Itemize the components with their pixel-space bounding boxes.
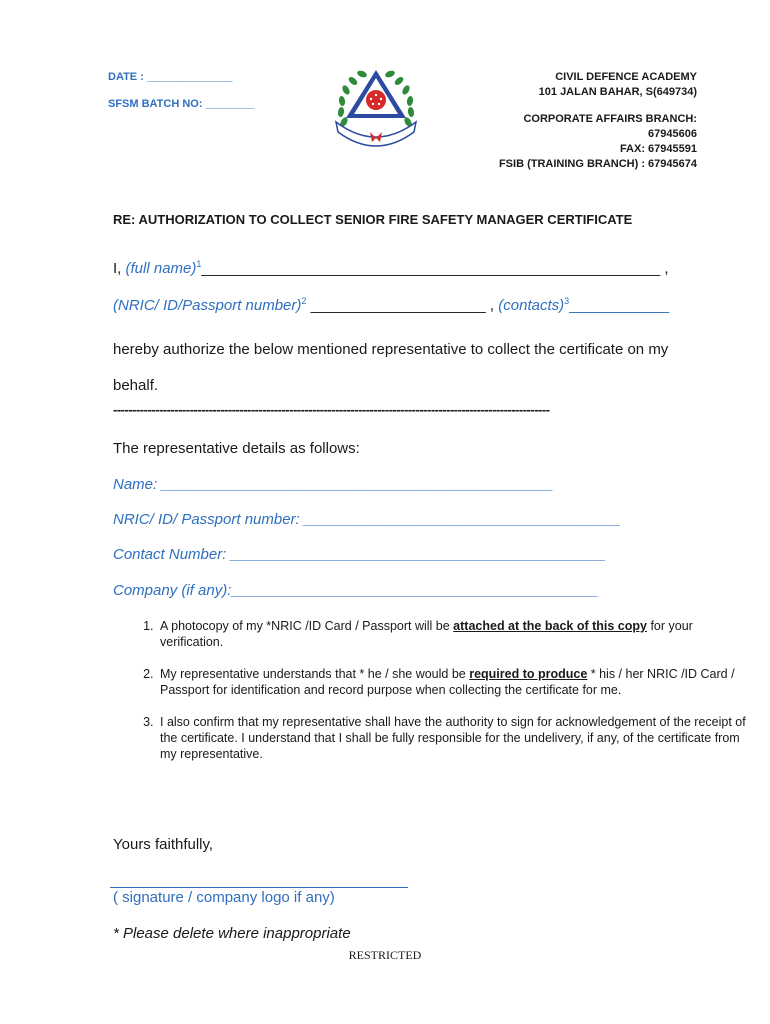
rep-name-field[interactable]: Name: _______________________________________________ <box>113 476 554 493</box>
item-text: A photocopy of my *NRIC /ID Card / Passport will be <box>160 619 454 633</box>
rep-heading: The representative details as follows: <box>113 440 360 457</box>
batch-label: SFSM BATCH NO: ________ <box>108 98 255 110</box>
rep-company-field[interactable]: Company (if any):____________________________________________ <box>113 582 599 599</box>
date-label: DATE : ______________ <box>108 71 233 83</box>
list-item <box>157 666 757 698</box>
branch-fax: FAX: 67945591 <box>619 143 697 155</box>
contacts-blank[interactable]: ____________ <box>569 297 670 314</box>
item-text-end: for your verification. <box>160 619 693 649</box>
authorize-paragraph: hereby authorize the below mentioned representative to collect the certificate on my behalf. <box>113 341 669 394</box>
divider: ------------------------------------------------------------------------------------------------------------------ <box>113 402 550 417</box>
academy-name: CIVIL DEFENCE ACADEMY <box>555 71 697 83</box>
conditions-list <box>113 618 757 778</box>
id-label: (NRIC/ ID/Passport number) <box>113 297 302 314</box>
item-text: I also confirm that my representative shall have the authority to sign for acknowledgement of the receipt of the certificate. I understand that I shall be fully responsible for the undelivery, if any, of the certificate from my representative. <box>160 715 746 761</box>
item-text: My representative understands that * he / she would be <box>160 667 470 681</box>
document-title: RE: AUTHORIZATION TO COLLECT SENIOR FIRE SAFETY MANAGER CERTIFICATE <box>113 212 633 227</box>
header-right <box>499 70 697 172</box>
classification-footer: RESTRICTED <box>348 948 422 962</box>
full-name-label: (full name) <box>125 260 197 277</box>
header-left <box>108 70 255 124</box>
branch-phone: 67945606 <box>648 128 697 140</box>
branch-name: CORPORATE AFFAIRS BRANCH: <box>523 113 697 125</box>
full-name-blank[interactable]: _______________________________________________________ , <box>201 260 669 277</box>
item-emphasis: required to produce <box>469 667 588 681</box>
prefix-text: I, <box>113 260 126 277</box>
id-sup: 2 <box>301 296 307 306</box>
civil-defence-logo <box>330 62 422 148</box>
list-item <box>157 618 757 650</box>
fsib-phone: FSIB (TRAINING BRANCH) : 67945674 <box>498 158 697 170</box>
rep-contact-field[interactable]: Contact Number: _____________________________________________ <box>113 546 606 563</box>
id-blank[interactable]: _____________________ , <box>306 297 499 314</box>
rep-id-field[interactable]: NRIC/ ID/ Passport number: ______________________________________ <box>113 511 621 528</box>
academy-address: 101 JALAN BAHAR, S(649734) <box>538 86 697 98</box>
id-contacts-line <box>113 296 669 314</box>
list-item <box>157 714 757 762</box>
signature-label: ( signature / company logo if any) <box>113 889 335 906</box>
footnote: * Please delete where inappropriate <box>113 925 351 942</box>
contacts-label: (contacts) <box>498 297 565 314</box>
full-name-line <box>113 259 669 277</box>
contacts-sup: 3 <box>564 296 570 306</box>
item-emphasis: attached at the back of this copy <box>453 619 647 633</box>
signature-line[interactable] <box>110 887 408 888</box>
item-text-end: * his / her NRIC /ID Card / Passport for identification and record purpose when collecting the certificate for me. <box>160 667 735 697</box>
closing: Yours faithfully, <box>113 836 214 853</box>
full-name-sup: 1 <box>196 259 202 269</box>
